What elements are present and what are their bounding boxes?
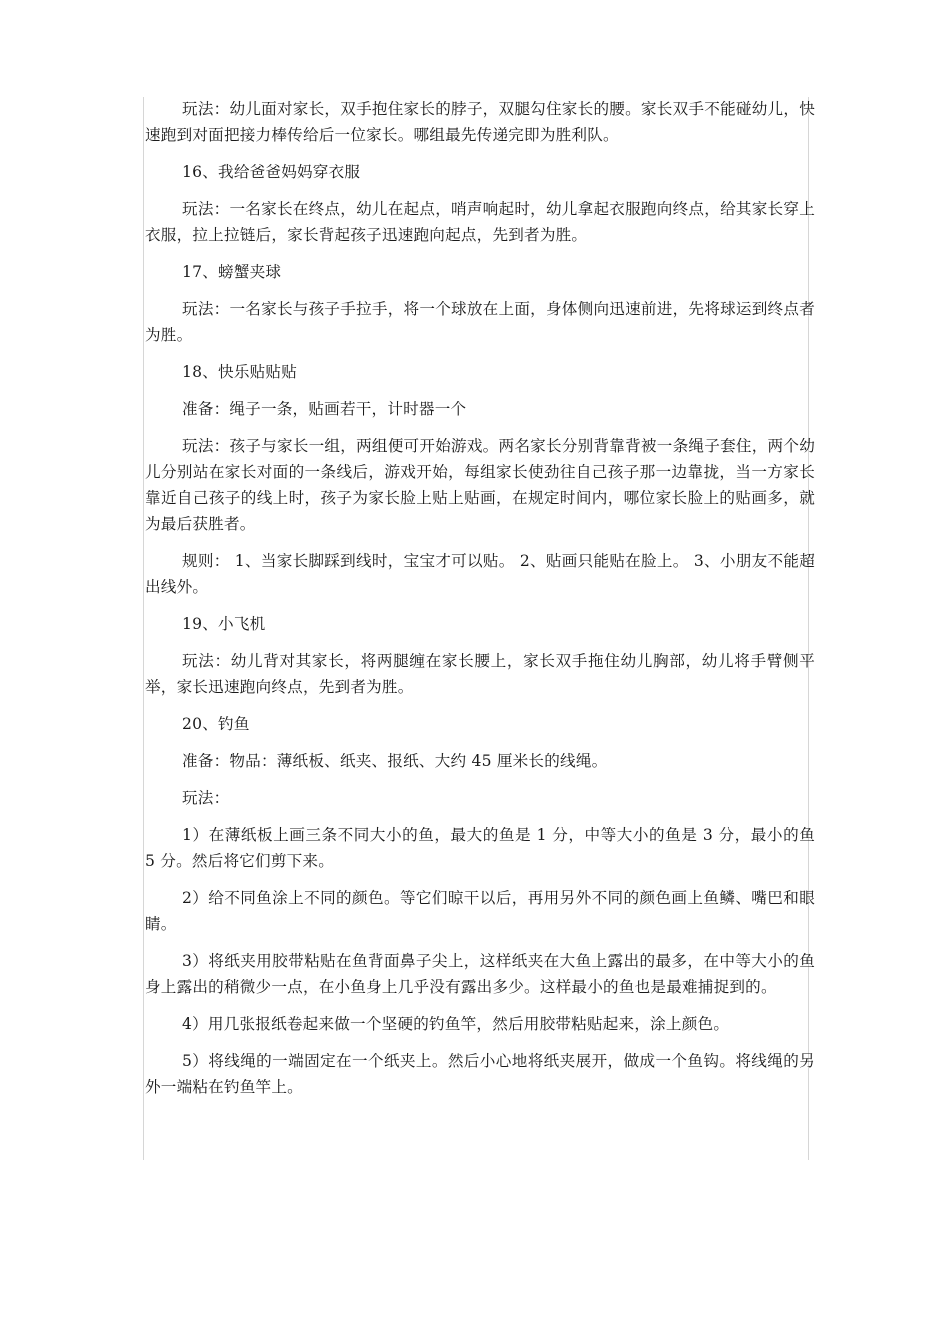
list-item-step-1: 1）在薄纸板上画三条不同大小的鱼，最大的鱼是 1 分，中等大小的鱼是 3 分，最小的鱼 5 分。然后将它们剪下来。: [145, 826, 815, 870]
paragraph-19-rules: 玩法：幼儿背对其家长，将两腿缠在家长腰上，家长双手拖住幼儿胸部，幼儿将手臂侧平举，家长迅速跑向终点，先到者为胜。: [145, 652, 815, 696]
paragraph-16-rules: 玩法：一名家长在终点，幼儿在起点，哨声响起时，幼儿拿起衣服跑向终点，给其家长穿上衣服，拉上拉链后，家长背起孩子迅速跑向起点，先到者为胜。: [145, 200, 815, 244]
list-item-step-2: 2）给不同鱼涂上不同的颜色。等它们晾干以后，再用另外不同的颜色画上鱼鳞、嘴巴和眼睛。: [145, 889, 815, 933]
left-margin-line: [143, 97, 144, 1160]
heading-17: 17、螃蟹夹球: [182, 263, 282, 281]
paragraph-18-prep: 准备：绳子一条，贴画若干，计时器一个: [182, 400, 467, 418]
heading-19: 19、小飞机: [182, 615, 266, 633]
heading-20: 20、钓鱼: [182, 715, 250, 733]
paragraph-rules-relay: 玩法：幼儿面对家长，双手抱住家长的脖子，双腿勾住家长的腰。家长双手不能碰幼儿，快速跑到对面把接力棒传给后一位家长。哪组最先传递完即为胜利队。: [145, 100, 815, 144]
paragraph-18-regulations: 规则： 1、当家长脚踩到线时，宝宝才可以贴。 2、贴画只能贴在脸上。 3、小朋友不能超出线外。: [145, 552, 815, 596]
list-item-step-3: 3）将纸夹用胶带粘贴在鱼背面鼻子尖上，这样纸夹在大鱼上露出的最多，在中等大小的鱼身上露出的稍微少一点，在小鱼身上几乎没有露出多少。这样最小的鱼也是最难捕捉到的。: [145, 952, 815, 996]
list-item-step-5: 5）将线绳的一端固定在一个纸夹上。然后小心地将纸夹展开，做成一个鱼钩。将线绳的另外一端粘在钓鱼竿上。: [145, 1052, 815, 1096]
paragraph-18-rules: 玩法：孩子与家长一组，两组便可开始游戏。两名家长分别背靠背被一条绳子套住，两个幼儿分别站在家长对面的一条线后，游戏开始，每组家长使劲往自己孩子那一边靠拢，当一方家长靠近自己孩子的线上时，孩子为家长脸上贴上贴画，在规定时间内，哪位家长脸上的贴画多，就为最后获胜者。: [145, 437, 815, 533]
paragraph-20-prep: 准备：物品：薄纸板、纸夹、报纸、大约 45 厘米长的线绳。: [182, 752, 608, 770]
list-item-step-4: 4）用几张报纸卷起来做一个坚硬的钓鱼竿，然后用胶带粘贴起来，涂上颜色。: [182, 1015, 730, 1033]
paragraph-17-rules: 玩法：一名家长与孩子手拉手，将一个球放在上面，身体侧向迅速前进，先将球运到终点者为胜。: [145, 300, 815, 344]
heading-16: 16、我给爸爸妈妈穿衣服: [182, 163, 361, 181]
document-body: [145, 96, 815, 1111]
heading-18: 18、快乐贴贴贴: [182, 363, 298, 381]
paragraph-20-rules-label: 玩法：: [182, 789, 230, 807]
